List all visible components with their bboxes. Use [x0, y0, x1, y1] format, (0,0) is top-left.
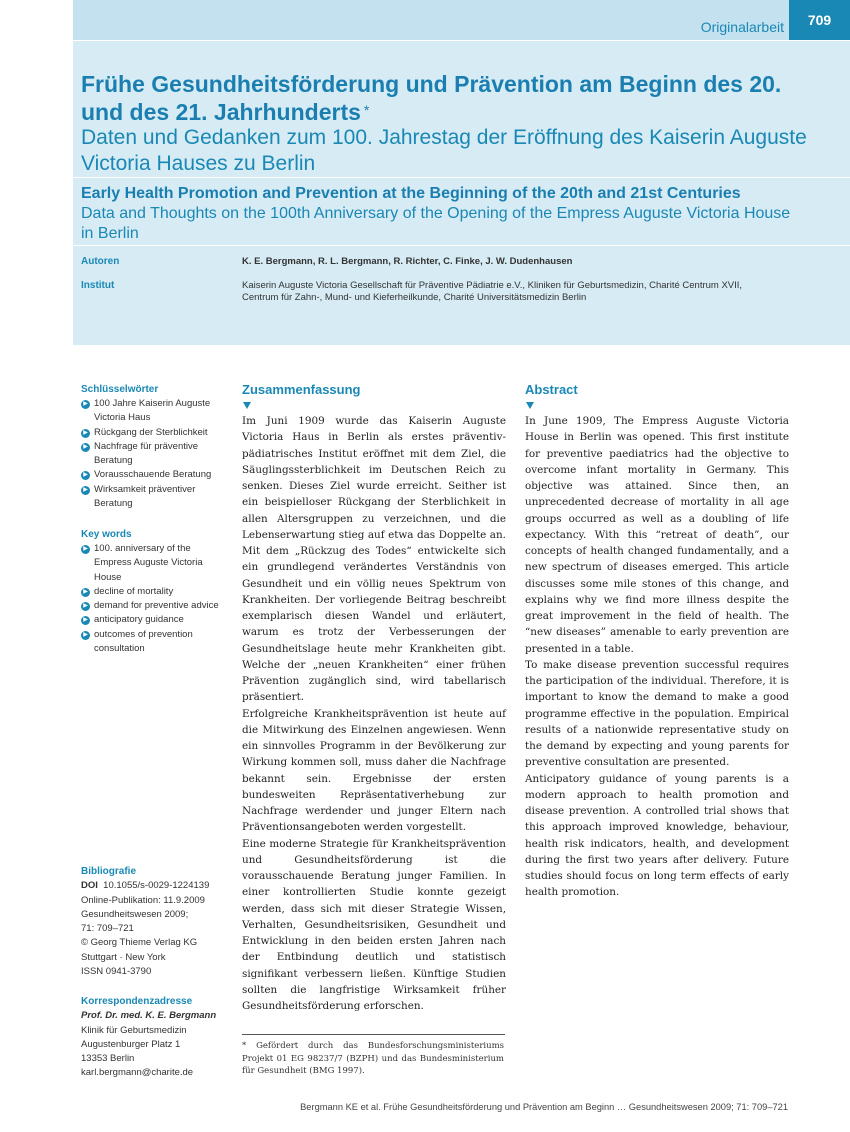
keyword-item: ▶ outcomes of prevention consultation — [81, 628, 221, 657]
keyword-item: ▶ Wirksamkeit präventiver Beratung — [81, 483, 221, 512]
journal: Gesundheitswesen 2009; — [81, 908, 189, 920]
paragraph: To make disease prevention successful requires the participation of the individual. Therefore, it is important to know the demand to make a good programme effective in the population. Empirical results of a nationwide representative study on the demand by expecting and young parents for preventive consultation are presented. — [525, 658, 789, 769]
volume-pages: 71: 709–721 — [81, 923, 134, 935]
institute-label: Institut — [81, 280, 115, 291]
publisher-city: Stuttgart · New York — [81, 951, 166, 963]
running-footer: Bergmann KE et al. Frühe Gesundheitsförderung und Prävention am Beginn … Gesundheitswesen 2009; 71: 709–721 — [300, 1102, 788, 1112]
abstract-german — [242, 382, 506, 1014]
bullet-arrow-icon: ▶ — [81, 602, 90, 611]
meta-divider — [73, 245, 850, 246]
bullet-arrow-icon: ▶ — [81, 486, 90, 495]
authors-label: Autoren — [81, 256, 120, 267]
keyword-item: ▶ Rückgang der Sterblichkeit — [81, 426, 221, 440]
triangle-down-icon — [243, 402, 251, 409]
bullet-arrow-icon: ▶ — [81, 429, 90, 438]
paragraph: Im Juni 1909 wurde das Kaiserin Auguste Victoria Haus in Berlin als erstes präventiv-pädiatrisches Institut eröffnet mit dem Ziel, die Säuglingssterblichkeit im Deutschen Reich zu senken. Dieses Ziel wurde erreicht. Seither ist ein beispielloser Rückgang der Sterblichkeit in allen Altersgruppen zu verzeichnen, und die Lebenserwartung stieg auf etwa das Doppelte an. Mit dem „Rückzug des Todes“ entwickelte sich ein grundlegend verändertes Verständnis von Gesundheit und ein völlig neues Spektrum von Krankheiten. Der vorliegende Beitrag beschreibt exemplarisch diesen Wandel und erläutert, warum es trotz der Verbesserungen der Gesundheitslage heute mehr Krankheiten gibt. Welche der „neuen Krankheiten“ einer frühen Prävention zugänglich sind, wird tabellarisch präsentiert. — [242, 415, 506, 704]
header-divider — [73, 40, 850, 41]
bullet-arrow-icon: ▶ — [81, 616, 90, 625]
subtitle-english: Data and Thoughts on the 100th Anniversary of the Opening of the Empress Auguste Victoria House in Berlin — [81, 205, 791, 242]
doi-value: 10.1055/s-0029-1224139 — [103, 880, 210, 892]
abstract-english-heading: Abstract — [525, 382, 578, 397]
keyword-item: ▶ 100 Jahre Kaiserin Auguste Victoria Haus — [81, 397, 221, 426]
bullet-arrow-icon: ▶ — [81, 471, 90, 480]
paragraph: In June 1909, The Empress Auguste Victoria House in Berlin was opened. This first institute for preventive paediatrics had the objective to overcome infant mortality in Germany. This objective was attained. Since then, an unprecedented decrease of mortality in all age groups occurred as well as a doubling of life expectancy. With this “retreat of death”, our concepts of health changed fundamentally, and a new spectrum of diseases emerged. This article discusses some mile stones of this change, and explains why we find more illness despite the great improvement in the field of health. The “new diseases” amenable to early prevention are presented in a table. — [525, 415, 789, 655]
online-publication: Online-Publikation: 11.9.2009 — [81, 894, 205, 906]
keywords-english — [81, 529, 231, 656]
abstract-english — [525, 382, 789, 901]
bibliography-heading: Bibliografie — [81, 866, 137, 877]
correspondence-email: karl.bergmann@charite.de — [81, 1067, 194, 1079]
subtitle-german: Daten und Gedanken zum 100. Jahrestag der Eröffnung des Kaiserin Auguste Victoria Hauses zu Berlin — [81, 126, 807, 175]
bullet-arrow-icon: ▶ — [81, 631, 90, 640]
correspondence-line-2: Augustenburger Platz 1 — [81, 1038, 181, 1050]
issn: ISSN 0941-3790 — [81, 966, 152, 978]
bullet-arrow-icon: ▶ — [81, 545, 90, 554]
keyword-item: ▶ anticipatory guidance — [81, 613, 221, 627]
abstract-german-body — [242, 413, 506, 1014]
footnote-rule — [242, 1034, 505, 1035]
title-english: Early Health Promotion and Prevention at the Beginning of the 20th and 21st Centuries — [81, 185, 741, 202]
bullet-arrow-icon: ▶ — [81, 588, 90, 597]
keywords-german — [81, 384, 231, 511]
keyword-item: ▶ Nachfrage für präventive Beratung — [81, 440, 221, 469]
keyword-item: ▶ decline of mortality — [81, 585, 221, 599]
keywords-english-heading: Key words — [81, 529, 132, 540]
keywords-german-list — [81, 397, 221, 511]
bibliography — [81, 865, 231, 979]
page-number — [789, 0, 850, 40]
correspondence-line-3: 13353 Berlin — [81, 1053, 135, 1065]
abstract-german-heading: Zusammenfassung — [242, 382, 361, 397]
correspondence-line-1: Klinik für Geburtsmedizin — [81, 1024, 187, 1036]
keyword-item: ▶ demand for preventive advice — [81, 599, 221, 613]
institute-line-1: Kaiserin Auguste Victoria Gesellschaft für Präventive Pädiatrie e.V., Kliniken für Geburtsmedizin, Charité Centrum XVII, — [242, 280, 743, 291]
paragraph: Erfolgreiche Krankheitsprävention ist heute auf die Mitwirkung des Einzelnen angewiesen. Wenn ein sinnvolles Programm in der Bevölkerung zur Wirkung kommen soll, muss daher die Nachfrage bekannt sein. Ergebnisse der ersten bundesweiten Repräsentativerhebung zur Nachfrage werdender und junger Eltern nach Präventionsangeboten werden vorgestellt. — [242, 707, 506, 834]
page-number-text: 709 — [807, 12, 832, 28]
correspondence — [81, 995, 231, 1081]
publisher: © Georg Thieme Verlag KG — [81, 937, 198, 949]
keywords-english-list — [81, 542, 221, 656]
authors: K. E. Bergmann, R. L. Bergmann, R. Richter, C. Finke, J. W. Dudenhausen — [242, 256, 573, 267]
triangle-down-icon — [526, 402, 534, 409]
title-footnote-marker: * — [363, 102, 370, 118]
keyword-item: ▶ Vorausschauende Beratung — [81, 468, 221, 482]
keywords-german-heading: Schlüsselwörter — [81, 384, 159, 395]
bullet-arrow-icon: ▶ — [81, 400, 90, 409]
abstract-english-body — [525, 413, 789, 901]
section-label: Originalarbeit — [700, 19, 784, 35]
title-german-text: Frühe Gesundheitsförderung und Prävention am Beginn des 20. und des 21. Jahrhunderts — [81, 71, 782, 125]
header-top-strip — [73, 0, 789, 40]
institute-line-2: Centrum für Zahn-, Mund- und Kieferheilkunde, Charité Universitätsmedizin Berlin — [242, 292, 587, 303]
bullet-arrow-icon: ▶ — [81, 443, 90, 452]
correspondence-name: Prof. Dr. med. K. E. Bergmann — [81, 1010, 217, 1022]
title-german — [81, 70, 821, 126]
doi-line: DOI 10.1055/s-0029-1224139 — [81, 880, 210, 892]
keyword-item: ▶ 100. anniversary of the Empress Auguste Victoria House — [81, 542, 221, 585]
title-divider — [73, 177, 850, 178]
paragraph: Anticipatory guidance of young parents is a modern approach to health promotion and disease prevention. A controlled trial shows that this approach improved knowledge, behaviour, health risk indicators, health, and development during the first two years after delivery. Future studies should focus on long term effects of early health promotion. — [525, 772, 789, 899]
correspondence-heading: Korrespondenzadresse — [81, 996, 193, 1007]
footnote: * Gefördert durch das Bundesforschungsministeriums Projekt 01 EG 98237/7 (BZPH) und das Bundesministerium für Gesundheit (BMG 1997). — [242, 1041, 504, 1077]
paragraph: Eine moderne Strategie für Krankheitsprävention und Gesundheitsförderung ist die vorausschauende Beratung junger Familien. In einer kontrollierten Studie konnte gezeigt werden, dass sich mit dieser Strategie Wissen, Verhalten, Gesundheitsrisiken, Gesundheit und Entwicklung in den beiden ersten Jahren nach der Entbindung deutlich und statistisch signifikant verbessern ließen. Künftige Studien sollten die langfristige Wirksamkeit früher Gesundheitsförderung erforschen. — [242, 837, 506, 1012]
